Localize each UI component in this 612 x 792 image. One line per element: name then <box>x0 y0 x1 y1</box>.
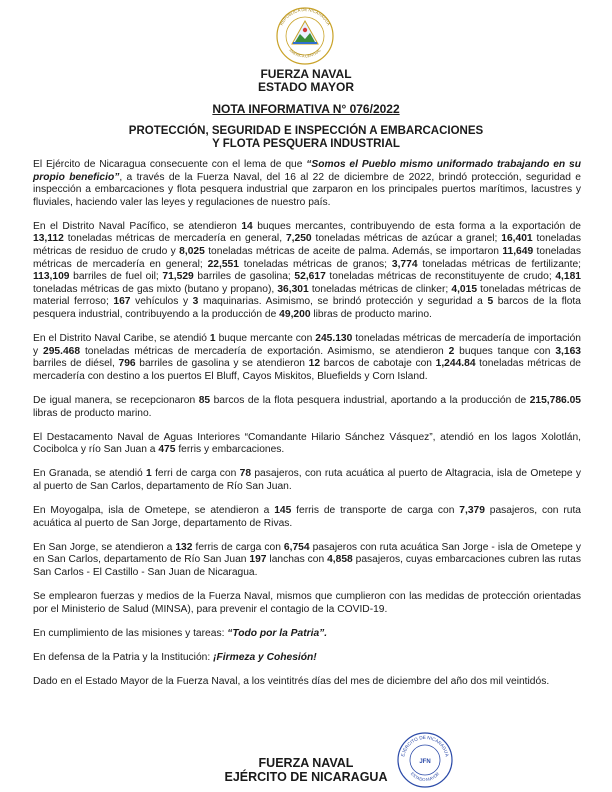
paragraph-text: toneladas métricas de clinker; <box>308 283 452 295</box>
bold-figure: 3,774 <box>391 258 418 270</box>
bold-figure: 132 <box>175 541 193 553</box>
paragraph-text: En San Jorge, se atendieron a <box>33 541 176 553</box>
body-paragraph <box>33 432 581 457</box>
paragraph-text: barriles de diésel, <box>33 358 119 370</box>
seal-text-top: REPÚBLICA DE NICARAGUA <box>278 6 332 27</box>
paragraph-text: toneladas métricas de mercadería de importación y <box>33 333 581 357</box>
org-name-line1: FUERZA NAVAL <box>260 67 352 81</box>
bold-figure: 145 <box>274 505 292 517</box>
paragraph-text: Dado en el Estado Mayor de la Fuerza Naval, a los veintitrés días del mes de diciembre del año dos mil veintidós. <box>33 675 550 687</box>
seal-text-bottom: AMÉRICA CENTRAL <box>288 48 322 59</box>
body-paragraph <box>33 591 581 616</box>
paragraph-text: toneladas métricas de mercadería de exportación. Asimismo, se atendieron <box>80 345 449 357</box>
bold-figure: 22,551 <box>207 258 239 270</box>
document-body <box>33 159 581 700</box>
stamp-text-bottom: ESTADO MAYOR <box>409 771 441 783</box>
bold-figure: 4,181 <box>555 271 581 283</box>
svg-text:EJÉRCITO DE NICARAGUA <box>400 735 450 758</box>
body-paragraph <box>33 676 581 689</box>
paragraph-text: barriles de gasolina y se atendieron <box>135 358 309 370</box>
paragraph-text: toneladas métricas de azúcar a granel; <box>311 233 502 245</box>
bold-figure: 7,250 <box>285 233 312 245</box>
paragraph-text: buques mercantes, contribuyendo de esta forma a la exportación de <box>252 220 582 232</box>
emphasized-quote: ¡Firmeza y Cohesión! <box>213 651 317 663</box>
bold-figure: 4,015 <box>451 283 478 295</box>
paragraph-text: barcos de cabotaje con <box>320 358 436 370</box>
body-paragraph <box>33 542 581 580</box>
paragraph-text: ferris de transporte de carga con <box>291 505 460 517</box>
note-title: NOTA INFORMATIVA N° 076/2022 <box>212 102 400 116</box>
bold-figure: 16,401 <box>501 233 533 245</box>
subject-line2: Y FLOTA PESQUERA INDUSTRIAL <box>212 138 400 150</box>
body-paragraph <box>33 395 581 420</box>
paragraph-text: ferris de carga con <box>192 541 284 553</box>
bold-figure: 215,786.05 <box>529 395 581 406</box>
paragraph-text: En Granada, se atendió <box>33 468 147 480</box>
paragraph-text: barriles de fuel oil; <box>69 271 163 283</box>
paragraph-text: toneladas métricas de aceite de palma. Además, se importaron <box>204 246 503 258</box>
bold-figure: 5 <box>487 296 494 308</box>
bold-figure: 36,301 <box>277 283 309 295</box>
paragraph-text: toneladas métricas de mercadería con destino a los puertos El Bluff, Cayos Miskitos, Bluefields y Corn Island. <box>33 358 581 382</box>
org-name-line2: ESTADO MAYOR <box>257 80 354 94</box>
paragraph-text: buques tanque con <box>454 345 556 357</box>
bold-figure: 2 <box>448 345 455 357</box>
paragraph-text: lanchas con <box>266 554 328 566</box>
paragraph-text: libras de producto marino. <box>33 407 152 419</box>
bold-figure: 3 <box>192 296 199 308</box>
paragraph-text: pasajeros, cuyas embarcaciones cubren las rutas San Carlos - El Castillo - San Juan de Nicaragua. <box>33 554 581 578</box>
bold-figure: 7,379 <box>459 505 485 517</box>
paragraph-text: ferri de carga con <box>151 468 240 480</box>
bold-figure: 49,200 <box>279 309 311 321</box>
bold-figure: 113,109 <box>33 271 70 283</box>
paragraph-text: toneladas métricas de granos; <box>238 258 392 270</box>
paragraph-text: toneladas métricas de fertilizante; <box>417 258 582 270</box>
stamp-text-center: JFN <box>419 759 431 765</box>
paragraph-text: En Moyogalpa, isla de Ometepe, se atendieron a <box>33 505 275 517</box>
emphasized-quote: “Todo por la Patria”. <box>227 627 328 639</box>
coat-of-arms-icon <box>270 6 340 66</box>
paragraph-text: toneladas métricas de residuo de crudo y <box>33 233 581 258</box>
paragraph-text: vehículos y <box>130 296 193 308</box>
paragraph-text: El Ejército de Nicaragua consecuente con el lema de que <box>33 159 307 170</box>
paragraph-text: toneladas métricas de reconstituyente de crudo; <box>325 271 556 283</box>
paragraph-text: toneladas métricas de mercadería en general; <box>33 246 581 270</box>
bold-figure: 52,617 <box>294 271 326 283</box>
paragraph-text: En el Distrito Naval Caribe, se atendió <box>33 333 210 345</box>
bold-figure: 167 <box>113 296 131 308</box>
body-paragraph <box>33 505 581 530</box>
body-paragraph <box>33 221 581 322</box>
paragraph-text: El Destacamento Naval de Aguas Interiores “Comandante Hilario Sánchez Vásquez”, atendió en los lagos Xolotlán, Cocibolca y río San Juan a <box>33 431 581 456</box>
body-paragraph <box>33 628 581 641</box>
bold-figure: 8,025 <box>179 246 205 258</box>
paragraph-text: libras de producto marino. <box>310 309 432 321</box>
bold-figure: 3,163 <box>555 345 581 357</box>
paragraph-text: De igual manera, se recepcionaron <box>33 395 199 406</box>
svg-text:ESTADO MAYOR <box>410 771 440 782</box>
signature-line2: EJÉRCITO DE NICARAGUA <box>224 770 388 784</box>
bold-figure: 14 <box>241 220 253 232</box>
body-paragraph <box>33 159 581 209</box>
bold-figure: 197 <box>249 554 267 566</box>
paragraph-text: , a través de la Fuerza Naval, del 16 al 22 de diciembre de 2022, brindó protección, seguridad e inspección a embarcaciones y flota pesquera industrial que zarparon en los principales puertos marítimos, lacustres y fluviales, haciendo valer las leyes y regulaciones de nuestro país. <box>33 171 581 208</box>
bold-figure: 6,754 <box>283 541 310 553</box>
paragraph-text: barriles de gasolina; <box>193 271 295 283</box>
subject-heading <box>0 125 612 151</box>
bold-figure: 12 <box>308 358 321 370</box>
bold-figure: 796 <box>118 358 136 370</box>
paragraph-text: barcos de la flota pesquera industrial, aportando a la producción de <box>210 395 530 406</box>
svg-text:AMÉRICA CENTRAL <box>288 48 322 58</box>
subject-line1: PROTECCIÓN, SEGURIDAD E INSPECCIÓN A EMBARCACIONES <box>128 125 484 137</box>
bold-figure: 245.130 <box>315 333 353 345</box>
bold-figure: 85 <box>198 395 211 406</box>
bold-figure: 78 <box>239 468 252 480</box>
paragraph-text: pasajeros con ruta acuática San Jorge - isla de Ometepe y en San Carlos, departamento de Río San Juan <box>33 541 581 566</box>
paragraph-text: pasajeros, con ruta acuática al puerto de San Jorge, departamento de Rivas. <box>33 505 581 529</box>
stamp-text-top: EJÉRCITO DE NICARAGUA <box>400 734 450 758</box>
paragraph-text: toneladas métricas de material ferroso; <box>33 283 581 308</box>
paragraph-text: toneladas métricas de mercadería en general, <box>63 233 286 245</box>
official-stamp-icon <box>395 730 455 790</box>
body-paragraph <box>33 468 581 493</box>
body-paragraph <box>33 652 581 665</box>
bold-figure: 4,858 <box>327 554 353 566</box>
bold-figure: 13,112 <box>33 233 64 245</box>
bold-figure: 1 <box>209 333 216 345</box>
body-paragraph <box>33 333 581 383</box>
bold-figure: 71,529 <box>162 271 194 283</box>
paragraph-text: ferris y embarcaciones. <box>175 444 285 456</box>
paragraph-text: barcos de la flota pesquera industrial, contribuyendo a la producción de <box>33 296 581 321</box>
bold-figure: 11,649 <box>502 246 534 258</box>
paragraph-text: Se emplearon fuerzas y medios de la Fuerza Naval, mismos que cumplieron con las medidas de protección orientadas por el Ministerio de Salud (MINSA), para prevenir el contagio de la COVID-19. <box>33 591 581 615</box>
paragraph-text: toneladas métricas de gas mixto (butano y propano), <box>33 283 278 295</box>
signature-line1: FUERZA NAVAL <box>258 756 354 770</box>
bold-figure: 475 <box>158 444 176 456</box>
paragraph-text: maquinarias. Asimismo, se brindó protección y seguridad a <box>198 296 488 308</box>
paragraph-text: buque mercante con <box>215 333 316 345</box>
bold-figure: 295.468 <box>43 345 81 357</box>
paragraph-text: En defensa de la Patria y la Institución: <box>33 651 214 663</box>
paragraph-text: En el Distrito Naval Pacífico, se atendieron <box>33 220 242 232</box>
bold-figure: 1 <box>146 468 152 480</box>
bold-figure: 1,244.84 <box>435 358 476 370</box>
emphasized-quote: “Somos el Pueblo mismo uniformado trabajando en su propio beneficio” <box>33 159 581 183</box>
paragraph-text: pasajeros, con ruta acuática al puerto de Altagracia, isla de Ometepe y al puerto de San Carlos, departamento de Río San Juan. <box>33 468 582 492</box>
paragraph-text: En cumplimiento de las misiones y tareas: <box>33 627 228 639</box>
